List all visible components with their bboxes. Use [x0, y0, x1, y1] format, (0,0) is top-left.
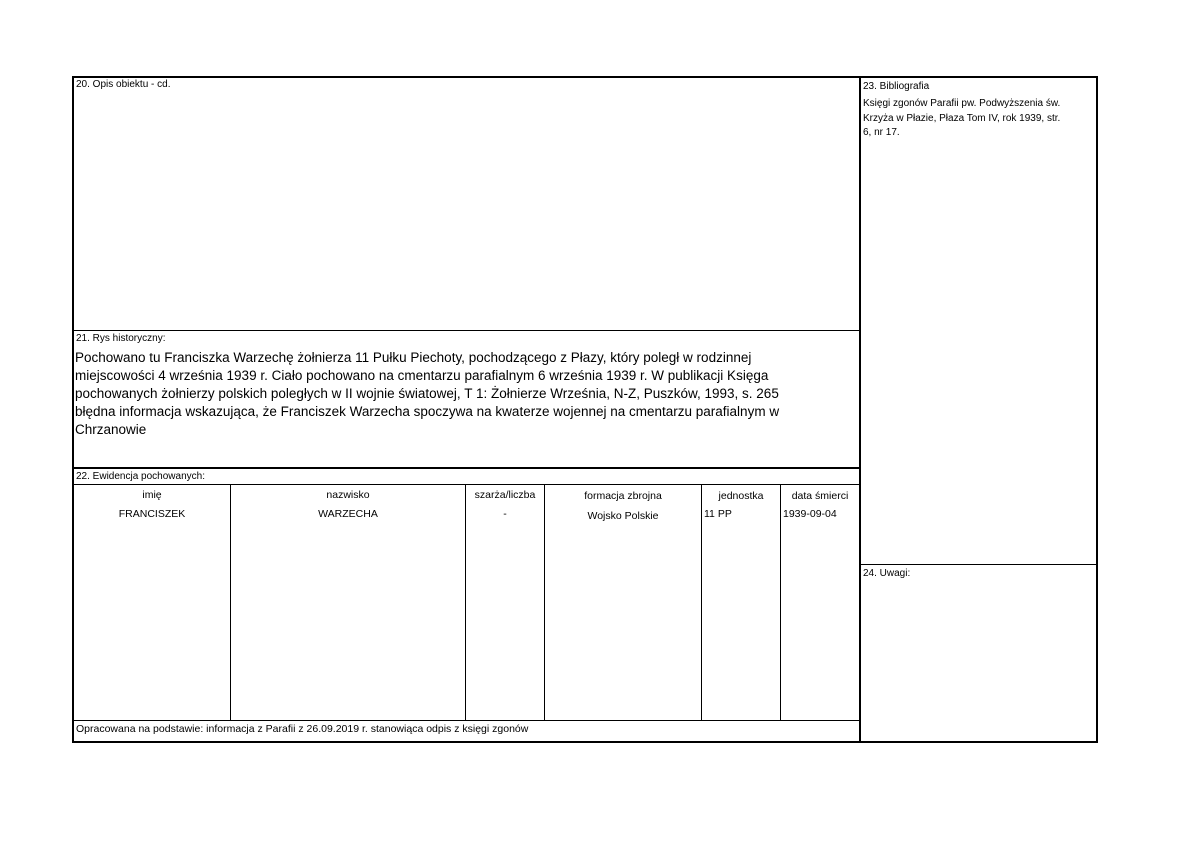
historical-outline-text	[75, 349, 855, 439]
column-header-unit: jednostka	[718, 490, 764, 502]
col-divider-5	[780, 485, 781, 720]
cell-surname: WARZECHA	[318, 508, 378, 520]
bibliography-line: Księgi zgonów Parafii pw. Podwyższenia św.	[863, 98, 1061, 109]
col-divider-2	[465, 485, 466, 720]
section-21-label: 21. Rys historyczny:	[76, 333, 166, 344]
cell-first-name: FRANCISZEK	[118, 508, 186, 520]
bibliography-text	[863, 97, 1099, 141]
col-divider-1	[230, 485, 231, 720]
cell-unit: 11 PP	[704, 508, 732, 520]
history-line: błędna informacja wskazująca, że Franciszek Warzecha spoczywa na kwaterze wojennej na cmentarzu parafialnym w	[75, 404, 780, 419]
source-note: Opracowana na podstawie: informacja z Parafii z 26.09.2019 r. stanowiąca odpis z księgi zgonów	[76, 723, 529, 735]
section-22-label: 22. Ewidencja pochowanych:	[76, 471, 205, 482]
column-header-surname: nazwisko	[326, 489, 370, 501]
section-24-label: 24. Uwagi:	[863, 568, 911, 579]
section-23-label: 23. Bibliografia	[863, 81, 930, 92]
section-20-label: 20. Opis obiektu - cd.	[76, 79, 171, 90]
column-header-first-name: imię	[142, 489, 162, 501]
divider-23-24	[860, 564, 1097, 565]
right-column-divider	[859, 77, 861, 742]
column-header-military-formation: formacja zbrojna	[584, 490, 662, 502]
cell-military-formation: Wojsko Polskie	[587, 510, 659, 522]
history-line: miejscowości 4 września 1939 r. Ciało pochowano na cmentarzu parafialnym 6 września 1939 r. W publikacji Księga	[75, 368, 769, 383]
divider-21-22	[73, 467, 860, 469]
cell-rank: -	[503, 508, 507, 520]
bibliography-line: 6, nr 17.	[863, 127, 900, 138]
col-divider-4	[701, 485, 702, 720]
history-line: Pochowano tu Franciszka Warzechę żołnierza 11 Pułku Piechoty, pochodzącego z Płazy, który poległ w rodzinnej	[75, 350, 752, 365]
column-header-date-of-death: data śmierci	[791, 490, 849, 502]
divider-22-label	[73, 484, 860, 485]
cell-date-of-death: 1939-09-04	[783, 508, 837, 520]
divider-20-21	[73, 330, 860, 331]
bibliography-line: Krzyża w Płazie, Płaza Tom IV, rok 1939, str.	[863, 112, 1061, 124]
divider-table-footer	[73, 720, 860, 721]
history-line: pochowanych żołnierzy polskich poległych w II wojnie światowej, T 1: Żołnierze Września, N-Z, Puszków, 1993, s. 265	[75, 386, 779, 401]
history-line: Chrzanowie	[75, 422, 147, 437]
column-header-rank: szarża/liczba	[474, 489, 536, 501]
